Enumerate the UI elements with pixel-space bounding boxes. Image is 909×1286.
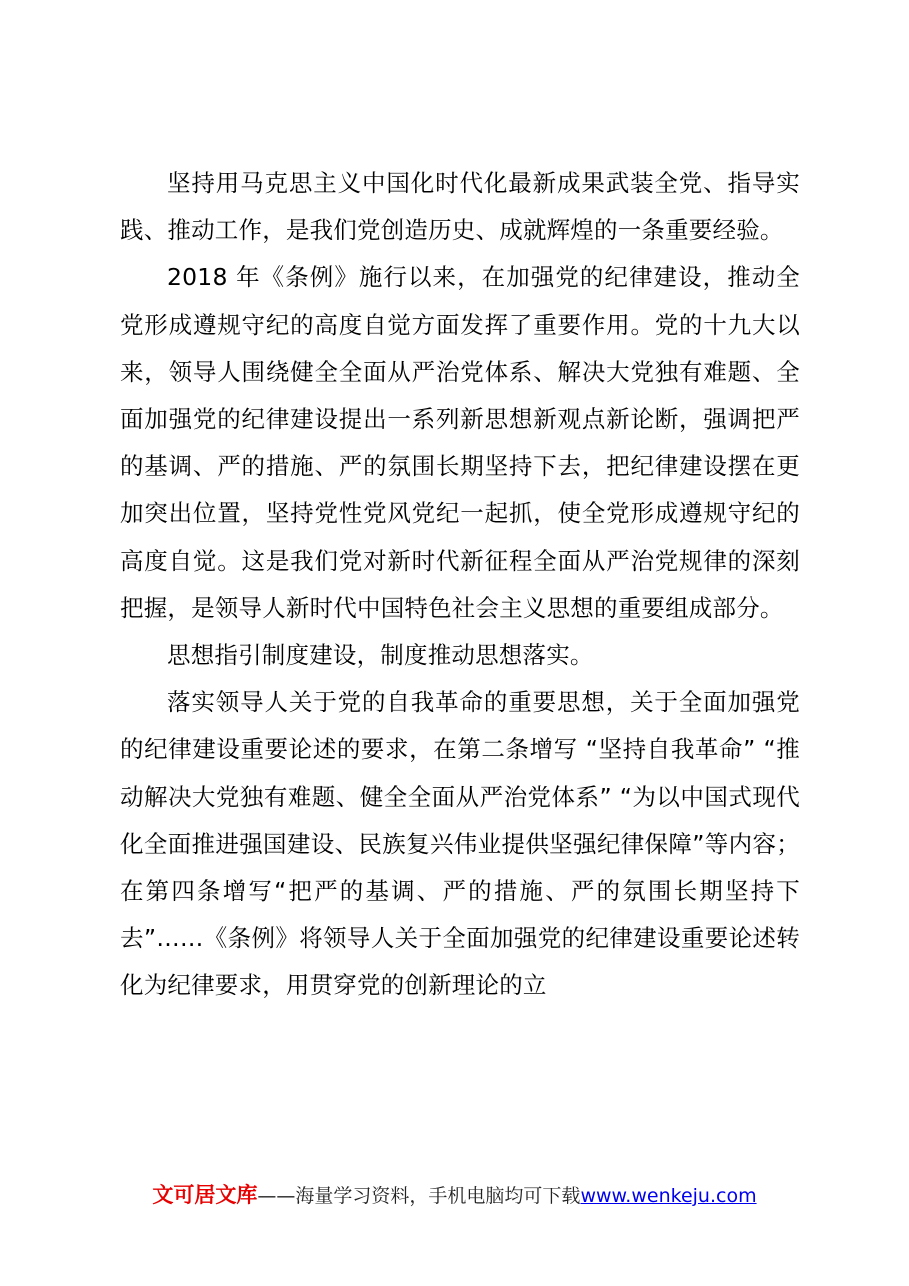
footer-slogan: ——海量学习资料，手机电脑均可下载 [257,1185,581,1207]
paragraph: 坚持用马克思主义中国化时代化最新成果武装全党、指导实践、推动工作，是我们党创造历史、成就辉煌的一条重要经验。 [120,169,800,245]
paragraph: 思想指引制度建设，制度推动思想落实。 [167,641,594,670]
paragraph: 落实领导人关于党的自我革命的重要思想，关于全面加强党的纪律建设重要论述的要求，在第二条增写 “坚持自我革命” “推动解决大党独有难题、健全全面从严治党体系” “为以中国式现代化全面推进强国建设、民族复兴伟业提供坚强纪律保障”等内容；在第四条增写“把严的基调、严的措施、严的氛围长期坚持下去”……《条例》将领导人关于全面加强党的纪律建设重要论述转化为纪律要求，用贯穿党的创新理论的立 [120,688,800,1000]
document-body [120,160,800,1010]
page-footer [0,1180,909,1211]
footer-brand: 文可居文库 [152,1183,258,1207]
footer-website-link[interactable]: www.wenkeju.com [580,1185,757,1207]
paragraph: 2018 年《条例》施行以来，在加强党的纪律建设，推动全党形成遵规守纪的高度自觉方面发挥了重要作用。党的十九大以来，领导人围绕健全全面从严治党体系、解决大党独有难题、全面加强党的纪律建设提出一系列新思想新观点新论断，强调把严的基调、严的措施、严的氛围长期坚持下去，把纪律建设摆在更加突出位置，坚持党性党风党纪一起抓，使全党形成遵规守纪的高度自觉。这是我们党对新时代新征程全面从严治党规律的深刻把握，是领导人新时代中国特色社会主义思想的重要组成部分。 [120,263,800,622]
